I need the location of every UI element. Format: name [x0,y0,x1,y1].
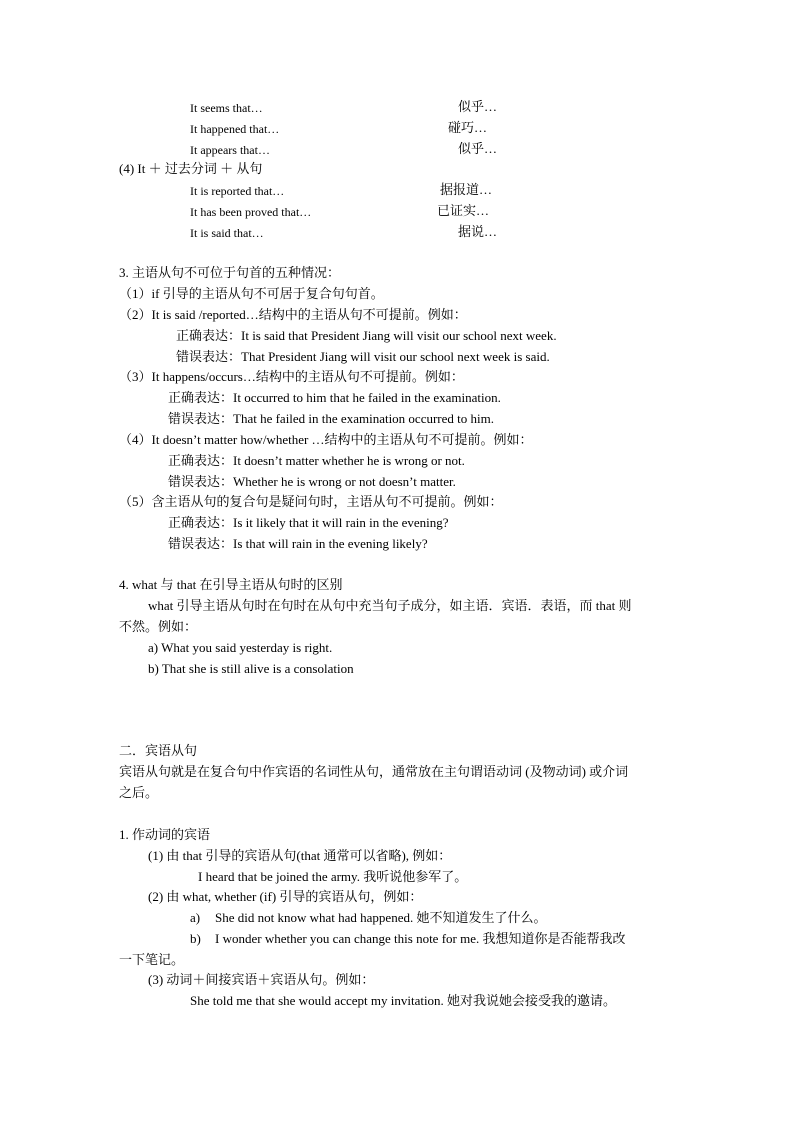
section4-heading: 4. what 与 that 在引导主语从句时的区别 [119,577,343,592]
pattern-en-2: It happened that… [190,122,280,136]
case4-wrong: 错误表达：Whether he is wrong or not doesn’t matter. [168,474,456,489]
item2: (2) 由 what, whether (if) 引导的宾语从句，例如： [148,889,423,904]
section4-para-line1: what 引导主语从句时在句时在从句中充当句子成分，如主语．宾语．表语，而 that 则 [148,598,632,613]
pattern-en-1: It seems that… [190,101,263,115]
part2-intro-line2: 之后。 [119,785,159,800]
item2-b: I wonder whether you can change this note for me. 我想知道你是否能帮我改 [215,931,626,946]
case5-wrong: 错误表达：Is that will rain in the evening likely? [168,536,428,551]
item2-a: She did not know what had happened. 她不知道发生了什么。 [215,910,547,925]
case2: （2）It is said /reported…结构中的主语从句不可提前。例如： [119,307,467,322]
pattern4-en-1: It is reported that… [190,184,285,198]
case5: （5）含主语从句的复合句是疑问句时，主语从句不可提前。例如： [119,494,503,509]
case5-correct: 正确表达：Is it likely that it will rain in the evening? [168,515,449,530]
case4: （4）It doesn’t matter how/whether …结构中的主语从句不可提前。例如： [119,432,533,447]
pattern4-zh-3: 据说… [458,224,498,239]
section4-para-line2: 不然。例如： [119,619,198,634]
pattern4-zh-2: 已证实… [437,203,490,218]
pattern4-en-2: It has been proved that… [190,205,312,219]
item3: (3) 动词＋间接宾语＋宾语从句。例如： [148,972,375,987]
pattern4-heading: (4) It ＋ 过去分词 ＋ 从句 [119,161,263,176]
item2-b-continuation: 一下笔记。 [119,952,185,967]
section3-heading: 3. 主语从句不可位于句首的五种情况： [119,265,341,280]
item2-a-marker: a) [190,910,201,925]
sub1-heading: 1. 作动词的宾语 [119,827,211,842]
case4-correct: 正确表达：It doesn’t matter whether he is wrong or not. [168,453,465,468]
item2-b-marker: b) [190,931,201,946]
part2-heading: 二．宾语从句 [119,743,198,758]
case3-wrong: 错误表达：That he failed in the examination occurred to him. [168,411,494,426]
example-a: a) What you said yesterday is right. [148,640,333,655]
pattern-en-3: It appears that… [190,143,270,157]
pattern-zh-3: 似乎… [458,141,498,156]
item1: (1) 由 that 引导的宾语从句(that 通常可以省略), 例如： [148,848,452,863]
item1-example: I heard that be joined the army. 我听说他参军了。 [198,869,468,884]
case2-wrong: 错误表达：That President Jiang will visit our school next week is said. [176,349,550,364]
case3: （3）It happens/occurs…结构中的主语从句不可提前。例如： [119,369,464,384]
pattern4-en-3: It is said that… [190,226,264,240]
pattern4-zh-1: 据报道… [440,182,493,197]
example-b: b) That she is still alive is a consolation [148,661,354,676]
part2-intro-line1: 宾语从句就是在复合句中作宾语的名词性从句，通常放在主句谓语动词 (及物动词) 或介词 [119,764,629,779]
case1: （1）if 引导的主语从句不可居于复合句句首。 [119,286,384,301]
item3-example: She told me that she would accept my invitation. 她对我说她会接受我的邀请。 [190,993,617,1008]
pattern-zh-1: 似乎… [458,99,498,114]
case3-correct: 正确表达：It occurred to him that he failed in the examination. [168,390,501,405]
case2-correct: 正确表达：It is said that President Jiang will visit our school next week. [176,328,557,343]
pattern-zh-2: 碰巧… [448,120,488,135]
